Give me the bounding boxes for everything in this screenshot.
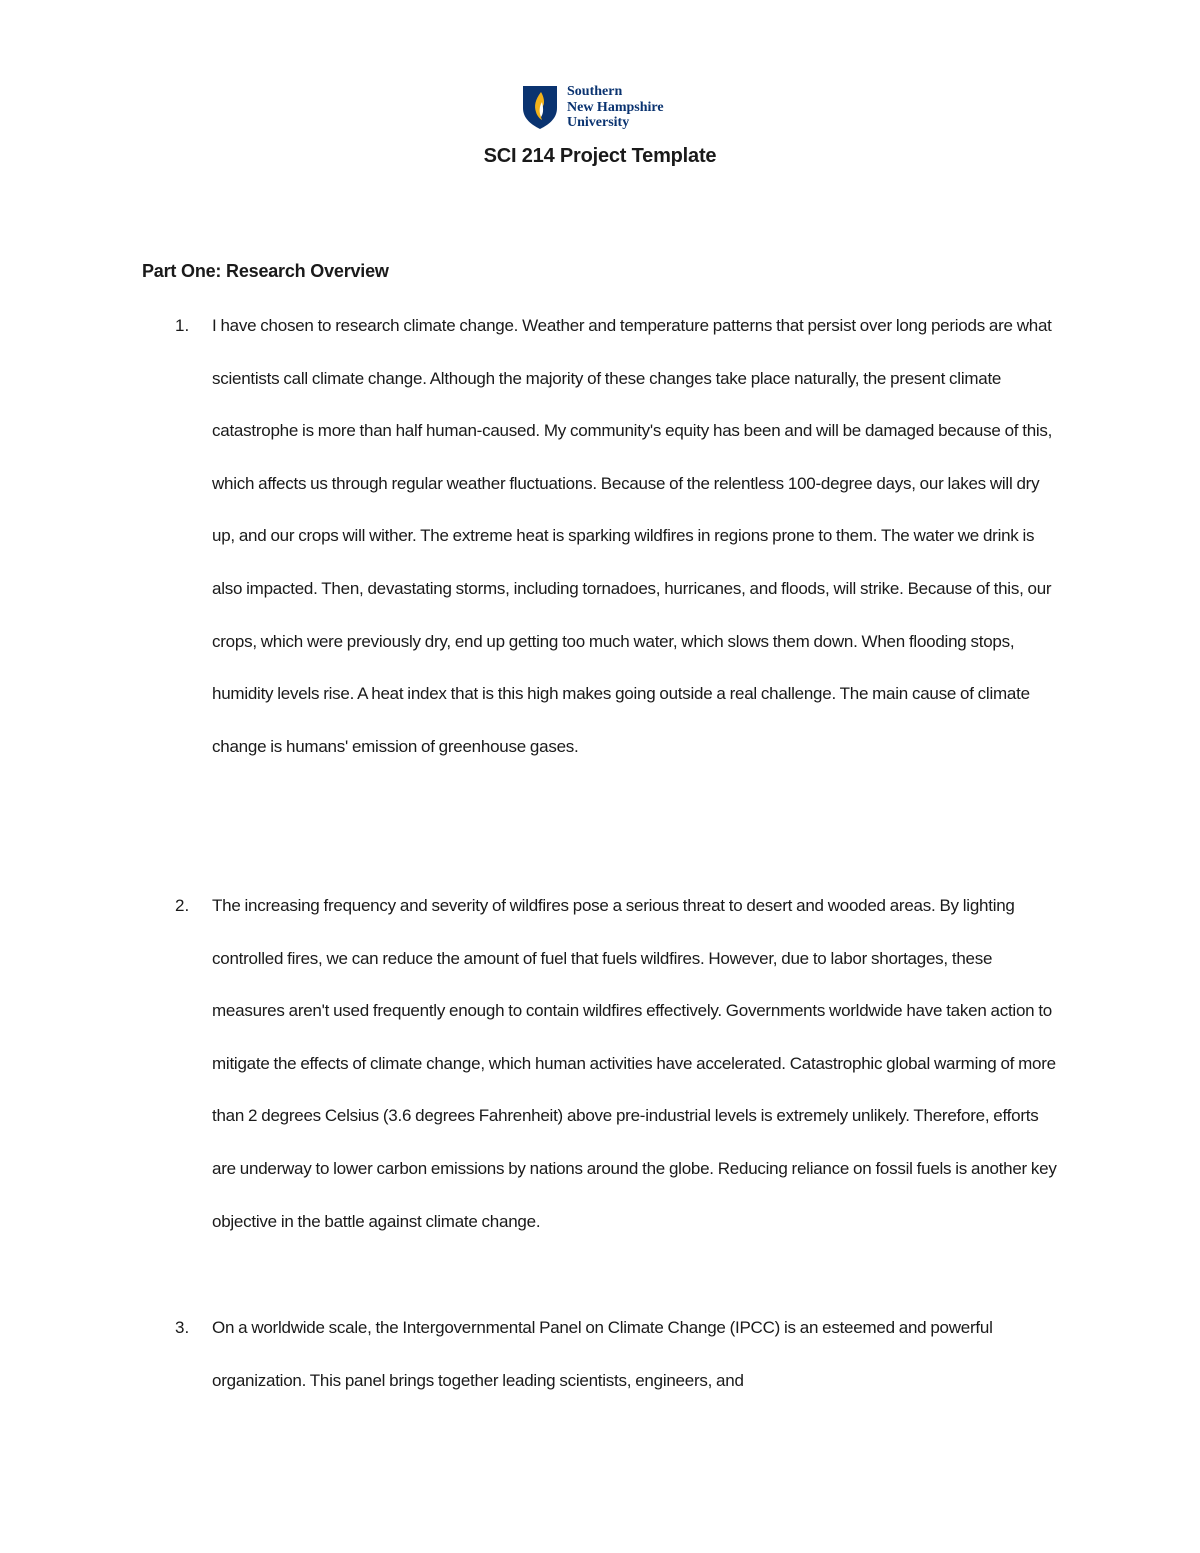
- list-item-text: On a worldwide scale, the Intergovernmental Panel on Climate Change (IPCC) is an esteemed and powerful organization. This panel brings together leading scientists, engineers, and: [212, 1318, 993, 1390]
- list-item-number: 3.: [175, 1318, 190, 1337]
- university-logo: [521, 84, 664, 131]
- section-heading: Part One: Research Overview: [142, 261, 389, 281]
- logo-line-1: Southern: [567, 84, 623, 99]
- list-item-text: I have chosen to research climate change. Weather and temperature patterns that persist over long periods are what scientists call climate change. Although the majority of these changes take place naturally, the present climate catastrophe is more than half human-caused. My community's equity has been and will be damaged because of this, which affects us through regular weather fluctuations. Because of the relentless 100-degree days, our lakes will dry up, and our crops will wither. The extreme heat is sparking wildfires in regions prone to them. The water we drink is also impacted. Then, devastating storms, including tornadoes, hurricanes, and floods, will strike. Because of this, our crops, which were previously dry, end up getting too much water, which slows them down. When flooding stops, humidity levels rise. A heat index that is this high makes going outside a real challenge. The main cause of climate change is humans' emission of greenhouse gases.: [212, 316, 1053, 756]
- flame-shield-icon: [521, 84, 559, 130]
- logo-line-2: New Hampshire: [567, 99, 664, 115]
- logo-line-3: University: [567, 115, 630, 130]
- list-item-number: 2.: [175, 896, 190, 915]
- logo-wordmark: [567, 84, 664, 131]
- document-title: SCI 214 Project Template: [483, 145, 717, 167]
- list-item-number: 1.: [175, 316, 190, 335]
- list-item-text: The increasing frequency and severity of wildfires pose a serious threat to desert and wooded areas. By lighting controlled fires, we can reduce the amount of fuel that fuels wildfires. However, due to labor shortages, these measures aren't used frequently enough to contain wildfires effectively. Governments worldwide have taken action to mitigate the effects of climate change, which human activities have accelerated. Catastrophic global warming of more than 2 degrees Celsius (3.6 degrees Fahrenheit) above pre-industrial levels is extremely unlikely. Therefore, efforts are underway to lower carbon emissions by nations around the globe. Reducing reliance on fossil fuels is another key objective in the battle against climate change.: [212, 896, 1057, 1231]
